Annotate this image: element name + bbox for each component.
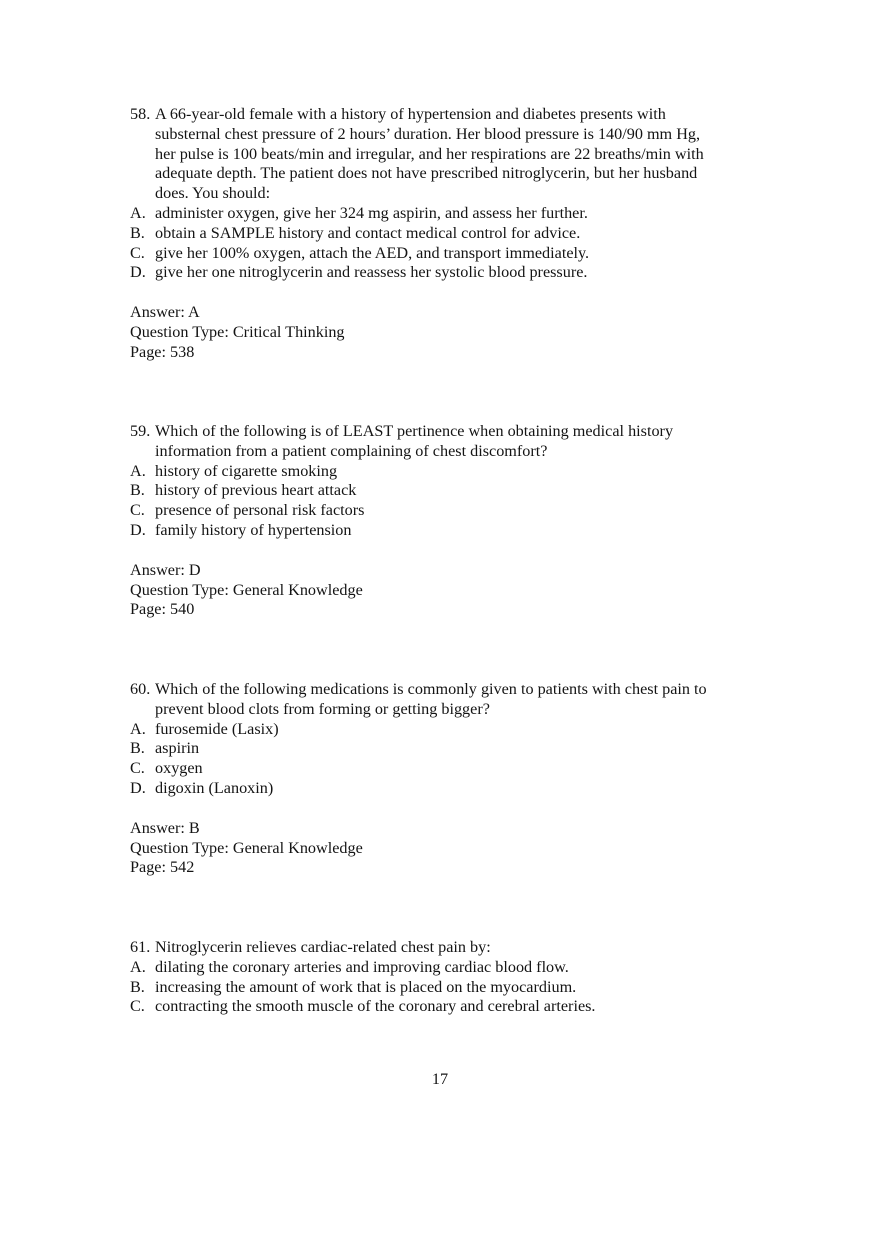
option-text: history of previous heart attack — [155, 481, 357, 500]
option-letter: A. — [130, 461, 146, 480]
stem-line: prevent blood clots from forming or getting bigger? — [155, 699, 490, 718]
option-a — [130, 204, 770, 224]
option-letter: C. — [130, 997, 145, 1016]
question-stem — [130, 938, 770, 958]
option-text: history of cigarette smoking — [155, 461, 338, 480]
answer-block — [130, 561, 770, 620]
question-number: 61. — [130, 938, 151, 956]
question-stem — [130, 680, 770, 720]
question-stem — [130, 105, 770, 204]
question-type: Question Type: General Knowledge — [130, 580, 363, 599]
page-reference: Page: 542 — [130, 858, 195, 877]
question-stem — [130, 422, 770, 462]
option-text: give her 100% oxygen, attach the AED, and transport immediately. — [155, 243, 590, 262]
option-d — [130, 263, 770, 283]
option-a — [130, 462, 770, 482]
answer: Answer: B — [130, 818, 200, 837]
option-letter: C. — [130, 501, 145, 520]
page-reference: Page: 538 — [130, 342, 195, 361]
option-text: furosemide (Lasix) — [155, 719, 279, 738]
option-letter: A. — [130, 719, 146, 738]
question-number: 58. — [130, 105, 151, 123]
option-text: administer oxygen, give her 324 mg aspirin, and assess her further. — [155, 203, 588, 222]
option-d — [130, 521, 770, 541]
stem-line: does. You should: — [155, 184, 271, 203]
option-c — [130, 759, 770, 779]
stem-line: substernal chest pressure of 2 hours’ duration. Her blood pressure is 140/90 mm Hg, — [155, 124, 701, 143]
option-b — [130, 978, 770, 998]
option-letter: C. — [130, 243, 145, 262]
question-type: Question Type: Critical Thinking — [130, 322, 345, 341]
stem-line: A 66-year-old female with a history of hypertension and diabetes presents with — [155, 105, 666, 123]
option-letter: B. — [130, 977, 145, 996]
option-letter: C. — [130, 759, 145, 778]
question-number: 60. — [130, 680, 151, 698]
question-60 — [130, 680, 770, 878]
stem-line: adequate depth. The patient does not have prescribed nitroglycerin, but her husband — [155, 164, 698, 183]
option-c — [130, 244, 770, 264]
option-a — [130, 958, 770, 978]
stem-line: Nitroglycerin relieves cardiac-related chest pain by: — [155, 938, 491, 956]
option-text: give her one nitroglycerin and reassess her systolic blood pressure. — [155, 263, 588, 282]
answer: Answer: D — [130, 560, 201, 579]
option-letter: D. — [130, 778, 146, 797]
option-letter: D. — [130, 520, 146, 539]
option-b — [130, 481, 770, 501]
option-letter: A. — [130, 203, 146, 222]
option-c — [130, 997, 770, 1017]
stem-line: her pulse is 100 beats/min and irregular, and her respirations are 22 breaths/min with — [155, 144, 704, 163]
option-d — [130, 779, 770, 799]
answer: Answer: A — [130, 303, 200, 322]
option-letter: B. — [130, 481, 145, 500]
option-b — [130, 224, 770, 244]
answer-block — [130, 303, 770, 362]
option-letter: B. — [130, 739, 145, 758]
option-text: digoxin (Lanoxin) — [155, 778, 274, 797]
option-text: increasing the amount of work that is placed on the myocardium. — [155, 977, 577, 996]
question-61 — [130, 938, 770, 1017]
answer-block — [130, 819, 770, 878]
stem-line: information from a patient complaining of chest discomfort? — [155, 441, 548, 460]
option-text: oxygen — [155, 759, 203, 778]
question-59 — [130, 422, 770, 620]
page-number: 17 — [431, 1070, 449, 1088]
option-text: presence of personal risk factors — [155, 501, 365, 520]
option-c — [130, 501, 770, 521]
option-letter: D. — [130, 263, 146, 282]
option-text: obtain a SAMPLE history and contact medical control for advice. — [155, 223, 581, 242]
option-b — [130, 739, 770, 759]
option-text: family history of hypertension — [155, 520, 352, 539]
page-reference: Page: 540 — [130, 600, 195, 619]
stem-line: Which of the following is of LEAST pertinence when obtaining medical history — [155, 422, 674, 440]
option-text: aspirin — [155, 739, 200, 758]
option-text: dilating the coronary arteries and improving cardiac blood flow. — [155, 957, 569, 976]
question-number: 59. — [130, 422, 151, 440]
option-letter: B. — [130, 223, 145, 242]
option-text: contracting the smooth muscle of the coronary and cerebral arteries. — [155, 997, 596, 1016]
option-a — [130, 720, 770, 740]
stem-line: Which of the following medications is commonly given to patients with chest pain to — [155, 680, 707, 698]
option-letter: A. — [130, 957, 146, 976]
question-58 — [130, 105, 770, 363]
question-type: Question Type: General Knowledge — [130, 838, 363, 857]
